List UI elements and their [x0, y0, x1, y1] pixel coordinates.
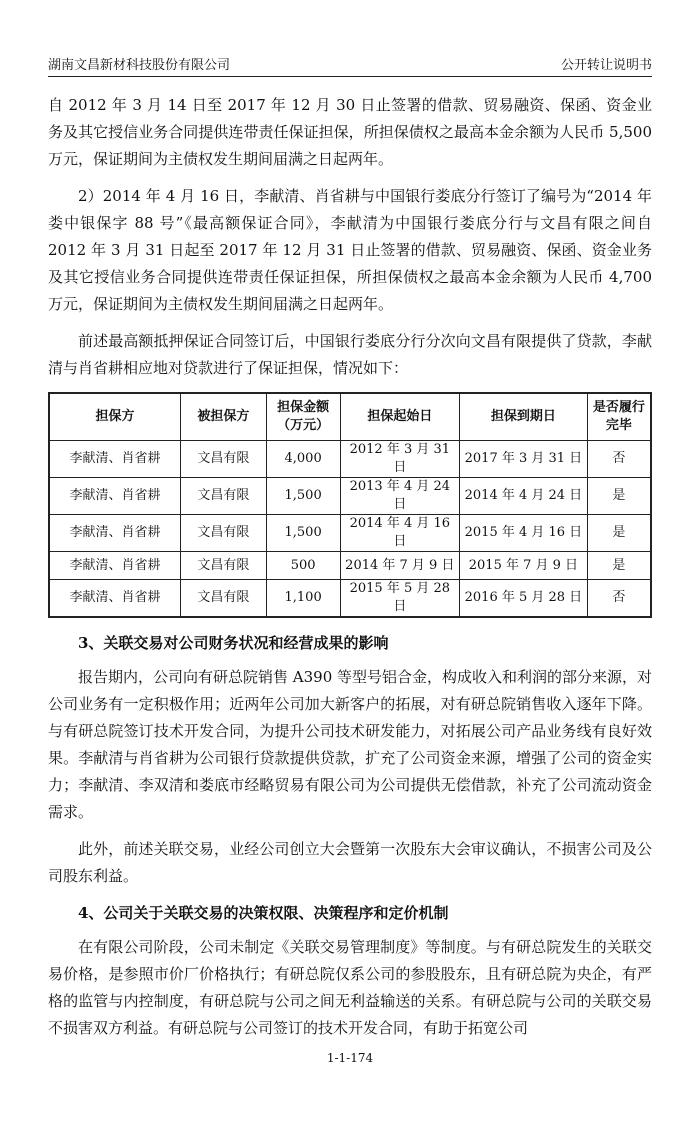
guarantee-table [48, 392, 652, 618]
table-cell: 是 [587, 478, 651, 515]
table-cell: 2017 年 3 月 31 日 [460, 441, 588, 478]
table-cell: 2014 年 4 月 16 日 [340, 515, 460, 552]
table-cell: 2012 年 3 月 31 日 [340, 441, 460, 478]
table-row [49, 552, 651, 580]
table-cell: 2013 年 4 月 24 日 [340, 478, 460, 515]
paragraph-4: 报告期内，公司向有研总院销售 A390 等型号铝合金，构成收入和利润的部分来源，对公司业务有一定积极作用；近两年公司加大新客户的拓展，对有研总院销售收入逐年下降。与有研总院签订技术开发合同，为提升公司技术研发能力，对拓展公司产品业务线有良好效果。李献清与肖省耕为公司银行贷款提供贷款，扩充了公司资金来源，增强了公司的资金实力；李献清、李双清和娄底市经略贸易有限公司为公司提供无偿借款，补充了公司流动资金需求。 [48, 668, 653, 821]
page-number: 1-1-174 [326, 1051, 374, 1065]
paragraph-3: 前述最高额抵押保证合同签订后，中国银行娄底分行分次向文昌有限提供了贷款，李献清与肖省耕相应地对贷款进行了保证担保，情况如下： [48, 332, 652, 377]
paragraph-6: 在有限公司阶段，公司未制定《关联交易管理制度》等制度。与有研总院发生的关联交易价格，是参照市价厂价格执行；有研总院仅系公司的参股股东，且有研总院为央企，有严格的监管与内控制度，有研总院与公司之间无利益输送的关系。有研总院与公司的关联交易不损害双方利益。有研总院与公司签订的技术开发合同，有助于拓宽公司 [48, 938, 652, 1037]
table-row [49, 515, 651, 552]
col-start-date: 担保起始日 [340, 393, 460, 441]
table-cell: 文昌有限 [181, 515, 267, 552]
col-guarantor: 担保方 [49, 393, 181, 441]
paragraph-2: 2）2014 年 4 月 16 日，李献清、肖省耕与中国银行娄底分行签订了编号为“2014 年娄中银保字 88 号”《最高额保证合同》，李献清为中国银行娄底分行与文昌有限之间自 2012 年 3 月 31 日起至 2017 年 12 月 31 日止签署的借款、贸易融资、保函、资金业务及其它授信业务合同提供连带责任保证担保，所担保债权之最高本金余额为人民币 4,700 万元，保证期间为主债权发生期间届满之日起两年。 [48, 187, 652, 313]
table-cell: 1,500 [266, 478, 340, 515]
page-content [48, 92, 652, 1052]
col-amount: 担保金额（万元） [266, 393, 340, 441]
table-row [49, 580, 651, 618]
paragraph-5: 此外，前述关联交易，业经公司创立大会暨第一次股东大会审议确认，不损害公司及公司股东利益。 [48, 840, 652, 885]
table-row [49, 478, 651, 515]
table-cell: 2014 年 7 月 9 日 [340, 552, 460, 580]
table-cell: 是 [587, 552, 651, 580]
table-cell: 2016 年 5 月 28 日 [460, 580, 588, 618]
section-4-title: 4、公司关于关联交易的决策权限、决策程序和定价机制 [78, 904, 449, 922]
table-row [49, 441, 651, 478]
table-cell: 李献清、肖省耕 [49, 478, 181, 515]
table-cell: 1,500 [266, 515, 340, 552]
col-completed: 是否履行完毕 [587, 393, 651, 441]
table-cell: 文昌有限 [181, 580, 267, 618]
table-cell: 李献清、肖省耕 [49, 441, 181, 478]
table-cell: 是 [587, 515, 651, 552]
table-cell: 文昌有限 [181, 441, 267, 478]
table-cell: 文昌有限 [181, 478, 267, 515]
table-cell: 李献清、肖省耕 [49, 515, 181, 552]
table-cell: 否 [587, 441, 651, 478]
section-3-title: 3、关联交易对公司财务状况和经营成果的影响 [78, 634, 389, 652]
table-cell: 李献清、肖省耕 [49, 580, 181, 618]
table-cell: 2015 年 4 月 16 日 [460, 515, 588, 552]
table-cell: 4,000 [266, 441, 340, 478]
table-cell: 1,100 [266, 580, 340, 618]
table-cell: 500 [266, 552, 340, 580]
table-header-row [49, 393, 651, 441]
col-guaranteed: 被担保方 [181, 393, 267, 441]
company-name: 湖南文昌新材科技股份有限公司 [48, 58, 231, 73]
table-cell: 2015 年 5 月 28 日 [340, 580, 460, 618]
table-cell: 李献清、肖省耕 [49, 552, 181, 580]
col-end-date: 担保到期日 [460, 393, 588, 441]
paragraph-1: 自 2012 年 3 月 14 日至 2017 年 12 月 30 日止签署的借款、贸易融资、保函、资金业务及其它授信业务合同提供连带责任保证担保，所担保债权之最高本金余额为人民币 5,500 万元，保证期间为主债权发生期间届满之日起两年。 [48, 96, 652, 168]
page-header [48, 52, 652, 77]
table-cell: 2015 年 7 月 9 日 [460, 552, 588, 580]
table-cell: 文昌有限 [181, 552, 267, 580]
table-cell: 2014 年 4 月 24 日 [460, 478, 588, 515]
table-cell: 否 [587, 580, 651, 618]
document-type: 公开转让说明书 [560, 58, 652, 73]
